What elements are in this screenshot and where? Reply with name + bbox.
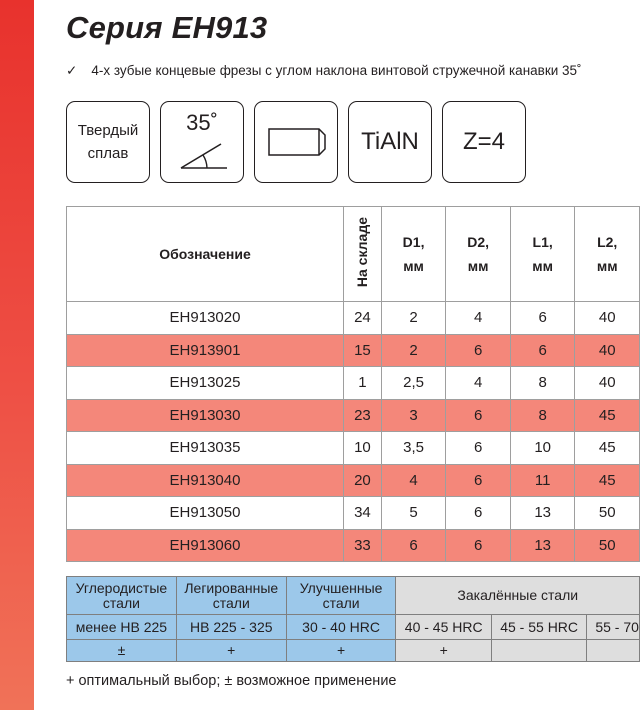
cell-l2: 45 [575,464,640,497]
cell-stock: 33 [344,529,382,562]
l1-label: L1, [532,234,553,250]
cell-d2: 6 [446,464,511,497]
subtitle-text: 4-х зубые концевые фрезы с углом наклона винтовой стружечной канавки 35˚ [91,63,582,78]
cell-d2: 6 [446,334,511,367]
cell-stock: 23 [344,399,382,432]
header-l1 [510,207,575,302]
cell-stock: 15 [344,334,382,367]
l2-label: L2, [597,234,618,250]
range-cell: 30 - 40 HRC [286,615,396,640]
cell-l2: 40 [575,302,640,335]
check-mark-icon: ✓ [66,63,78,78]
header-in-stock [344,207,382,302]
table-row [67,464,640,497]
cell-l2: 50 [575,529,640,562]
cell-d2: 6 [446,432,511,465]
carbide-material-icon [66,101,150,183]
cell-l2: 40 [575,334,640,367]
cell-stock: 10 [344,432,382,465]
spec-table [66,206,640,562]
d1-label: D1, [402,234,425,250]
spec-header-row [67,207,640,302]
table-row [67,497,640,530]
cell-d1: 3,5 [381,432,446,465]
range-cell: 45 - 55 HRC [491,615,586,640]
cell-l2: 50 [575,497,640,530]
cell-code: EH913050 [67,497,344,530]
angle-symbol-icon [177,140,233,174]
alloy-steels-header: Легированные стали [176,577,286,615]
materials-header-row [67,577,640,615]
materials-table [66,576,640,662]
cell-d1: 4 [381,464,446,497]
cell-stock: 20 [344,464,382,497]
page-title: Серия EH913 [66,10,268,45]
table-row [67,302,640,335]
cell-l1: 8 [510,399,575,432]
helix-angle-value: 35˚ [186,110,218,135]
cell-l2: 45 [575,432,640,465]
cell-code: EH913035 [67,432,344,465]
hardened-steels-header: Закалённые стали [396,577,640,615]
improved-steels-header: Улучшенные стали [286,577,396,615]
mark-cell: + [176,640,286,662]
cell-l1: 13 [510,497,575,530]
cell-l2: 40 [575,367,640,400]
cylindrical-shank-icon [267,126,327,158]
header-d2 [446,207,511,302]
d1-unit: мм [403,258,424,274]
coating-icon [348,101,432,183]
red-side-bar [0,0,34,710]
range-cell: 40 - 45 HRC [396,615,491,640]
coating-label: TiAlN [361,128,419,155]
cell-code: EH913025 [67,367,344,400]
l1-unit: мм [532,258,554,274]
carbon-steels-header: Углеродистые стали [67,577,177,615]
mark-cell: + [396,640,491,662]
cell-l1: 11 [510,464,575,497]
cell-code: EH913030 [67,399,344,432]
helix-angle-icon [160,101,244,183]
materials-mark-row [67,640,640,662]
shank-icon [254,101,338,183]
cell-d2: 6 [446,529,511,562]
cell-code: EH913901 [67,334,344,367]
cell-code: EH913060 [67,529,344,562]
cell-d2: 4 [446,367,511,400]
header-d1 [381,207,446,302]
legend-text: + оптимальный выбор; ± возможное применение [66,673,397,689]
table-row [67,529,640,562]
flutes-label: Z=4 [462,128,506,155]
table-row [67,334,640,367]
table-row [67,367,640,400]
mark-cell [491,640,586,662]
cell-l1: 10 [510,432,575,465]
subtitle [66,63,582,79]
range-cell: 55 - 70 [587,615,640,640]
cell-l1: 6 [510,302,575,335]
table-row [67,399,640,432]
d2-unit: мм [467,258,489,274]
in-stock-label: На складе [354,217,371,288]
cell-l2: 45 [575,399,640,432]
cell-d2: 4 [446,302,511,335]
cell-d2: 6 [446,399,511,432]
material-line2: сплав [87,145,129,162]
mark-cell: ± [67,640,177,662]
header-designation: Обозначение [67,207,344,302]
cell-code: EH913040 [67,464,344,497]
mark-cell: + [286,640,396,662]
flutes-icon [442,101,526,183]
mark-cell [587,640,640,662]
cell-stock: 1 [344,367,382,400]
cell-l1: 6 [510,334,575,367]
cell-l1: 8 [510,367,575,400]
cell-stock: 24 [344,302,382,335]
cell-d1: 2 [381,334,446,367]
cell-d1: 3 [381,399,446,432]
cell-l1: 13 [510,529,575,562]
cell-stock: 34 [344,497,382,530]
cell-d2: 6 [446,497,511,530]
table-row [67,432,640,465]
l2-unit: мм [596,258,618,274]
cell-d1: 5 [381,497,446,530]
cell-d1: 2,5 [381,367,446,400]
range-cell: менее HB 225 [67,615,177,640]
materials-range-row [67,615,640,640]
cell-d1: 2 [381,302,446,335]
header-l2 [575,207,640,302]
range-cell: HB 225 - 325 [176,615,286,640]
cell-code: EH913020 [67,302,344,335]
cell-d1: 6 [381,529,446,562]
d2-label: D2, [467,234,490,250]
material-line1: Твердый [77,122,139,139]
